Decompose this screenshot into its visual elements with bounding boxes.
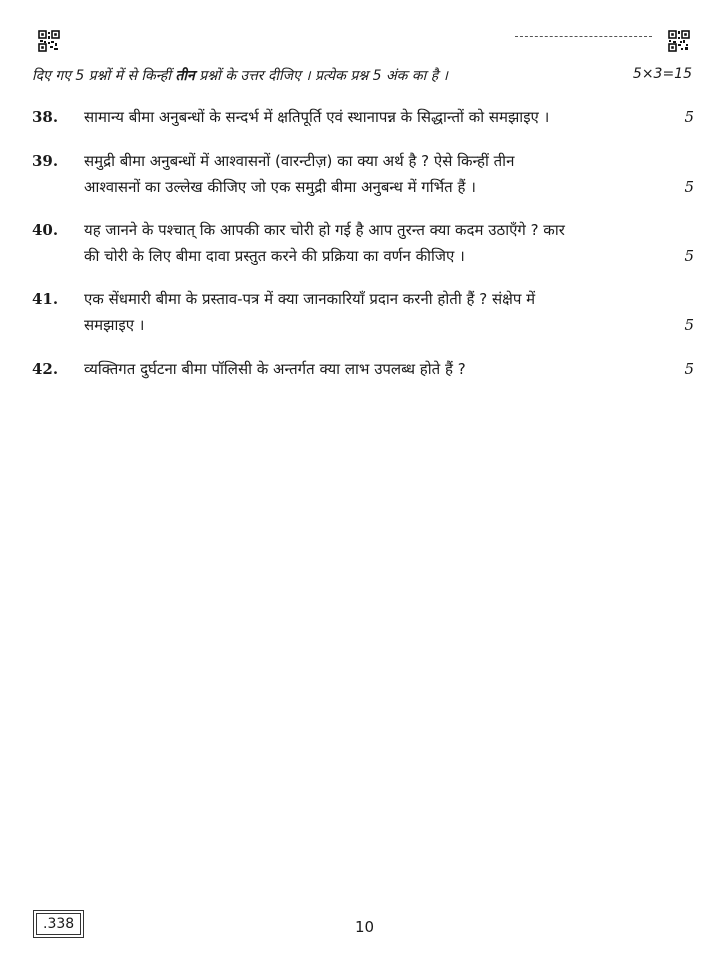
question-text xyxy=(84,286,652,338)
question-marks: 5 xyxy=(684,178,694,196)
question-marks: 5 xyxy=(684,360,694,378)
question-number: 40. xyxy=(32,221,59,239)
instructions-suffix: प्रश्नों के उत्तर दीजिए । प्रत्येक प्रश्न 5 अंक का है । xyxy=(199,68,448,84)
instructions-prefix: दिए गए 5 प्रश्नों में से किन्हीं xyxy=(32,68,171,84)
total-marks: 5×3=15 xyxy=(632,66,692,82)
qr-code-icon xyxy=(668,30,690,52)
question-number: 38. xyxy=(32,108,59,126)
header-rule xyxy=(515,36,652,37)
question-line: यह जानने के पश्चात् कि आपकी कार चोरी हो गई है आप तुरन्त क्या कदम उठाएँगे ? कार xyxy=(84,221,565,239)
question-line: एक सेंधमारी बीमा के प्रस्ताव-पत्र में क्या जानकारियाँ प्रदान करनी होती हैं ? संक्षेप में xyxy=(84,290,536,308)
question-line: आश्वासनों का उल्लेख कीजिए जो एक समुद्री बीमा अनुबन्ध में गर्भित हैं । xyxy=(84,178,476,196)
question-number: 42. xyxy=(32,360,59,378)
question-line: समझाइए । xyxy=(84,316,145,334)
page-number: 10 xyxy=(355,918,375,936)
question-text xyxy=(84,148,652,200)
question-line: समुद्री बीमा अनुबन्धों में आश्वासनों (वारन्टीज़) का क्या अर्थ है ? ऐसे किन्हीं तीन xyxy=(84,152,515,170)
instructions-text xyxy=(32,66,448,85)
question-text xyxy=(84,356,652,382)
question-marks: 5 xyxy=(684,316,694,334)
question-text xyxy=(84,104,652,130)
section-instructions xyxy=(32,66,692,85)
question-text xyxy=(84,217,652,269)
question-line: की चोरी के लिए बीमा दावा प्रस्तुत करने की प्रक्रिया का वर्णन कीजिए । xyxy=(84,247,465,265)
question-number: 41. xyxy=(32,290,59,308)
paper-code-box: .338 xyxy=(36,913,81,935)
question-line: सामान्य बीमा अनुबन्धों के सन्दर्भ में क्षतिपूर्ति एवं स्थानापन्न के सिद्धान्तों को समझाइए । xyxy=(84,108,550,126)
question-line: व्यक्तिगत दुर्घटना बीमा पॉलिसी के अन्तर्गत क्या लाभ उपलब्ध होते हैं ? xyxy=(84,360,466,378)
question-number: 39. xyxy=(32,152,59,170)
question-marks: 5 xyxy=(684,247,694,265)
instructions-bold-count: तीन xyxy=(175,68,195,84)
qr-code-icon xyxy=(38,30,60,52)
question-marks: 5 xyxy=(684,108,694,126)
